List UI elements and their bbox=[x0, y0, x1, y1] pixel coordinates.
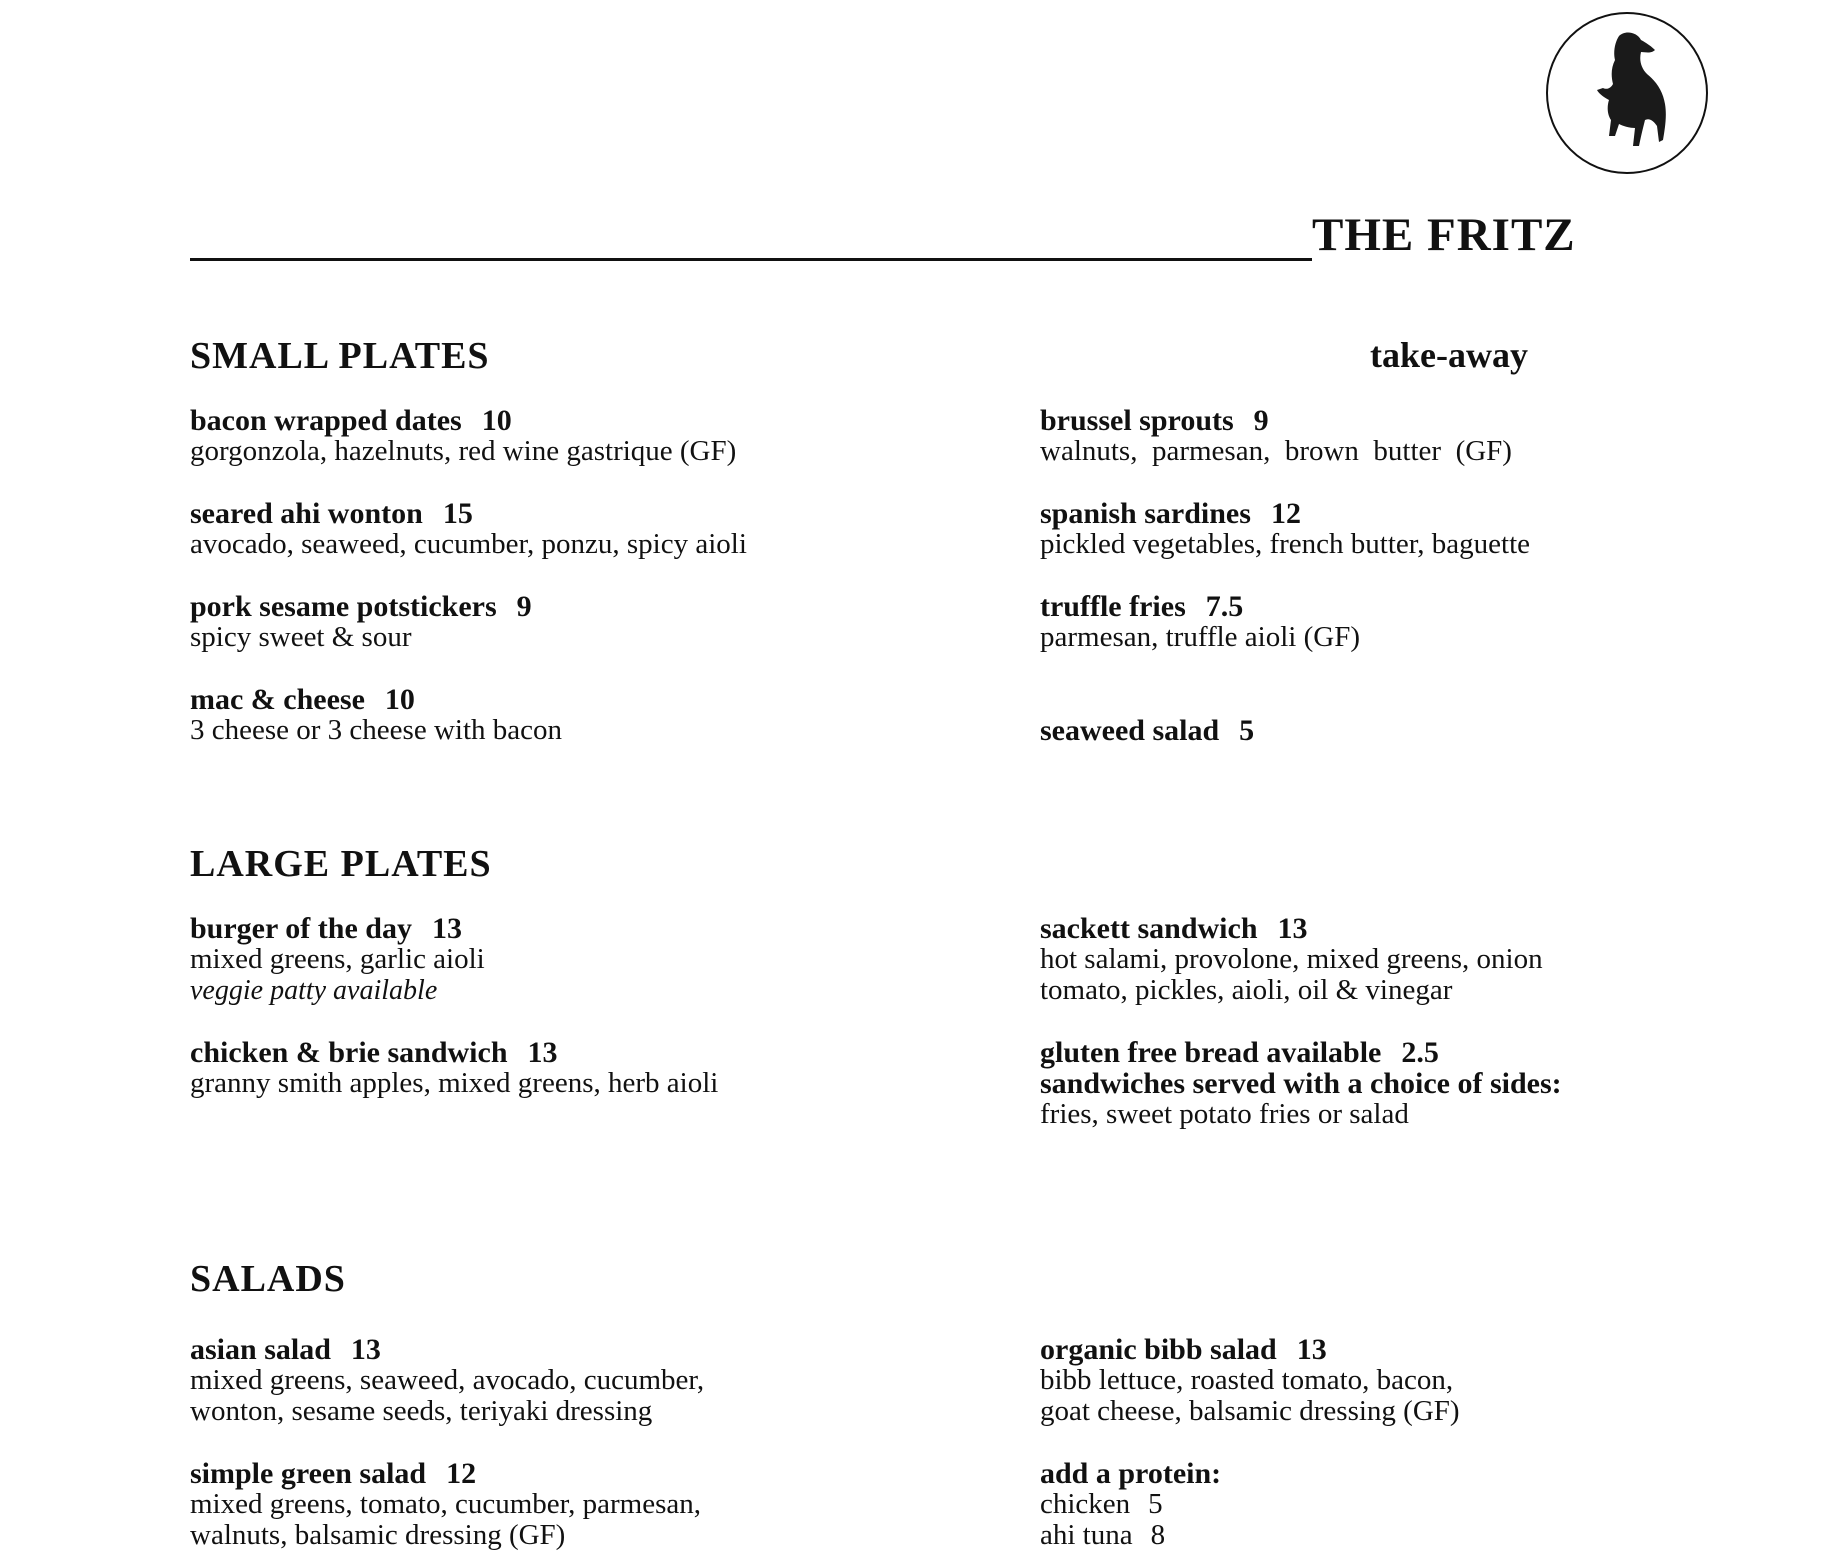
menu-item bbox=[190, 1458, 701, 1551]
item-name: seared ahi wonton bbox=[190, 497, 423, 530]
logo bbox=[1546, 12, 1708, 174]
item-name: asian salad bbox=[190, 1333, 331, 1366]
menu-item bbox=[1040, 913, 1543, 1006]
item-description: gorgonzola, hazelnuts, red wine gastrique (GF) bbox=[190, 435, 737, 467]
item-description: spicy sweet & sour bbox=[190, 621, 412, 653]
section-heading-salads: SALADS bbox=[190, 1258, 346, 1300]
menu-item bbox=[1040, 1334, 1460, 1427]
item-name: seaweed salad bbox=[1040, 714, 1220, 747]
item-name: organic bibb salad bbox=[1040, 1333, 1277, 1366]
menu-item bbox=[190, 405, 736, 467]
menu-item bbox=[1040, 1037, 1562, 1130]
section-heading-small-plates: SMALL PLATES bbox=[190, 335, 490, 377]
item-name: chicken & brie sandwich bbox=[190, 1036, 508, 1069]
protein-price: 5 bbox=[1148, 1488, 1163, 1520]
menu-item bbox=[190, 913, 485, 1006]
item-name: bacon wrapped dates bbox=[190, 404, 462, 437]
item-price: 9 bbox=[516, 590, 532, 623]
section-heading-large-plates: LARGE PLATES bbox=[190, 843, 492, 885]
item-name: sackett sandwich bbox=[1040, 912, 1258, 945]
item-price: 13 bbox=[431, 912, 462, 945]
protein-label: add a protein: bbox=[1040, 1457, 1222, 1490]
menu-item bbox=[190, 684, 562, 746]
protein-option bbox=[1040, 1520, 1221, 1551]
item-description: walnuts, balsamic dressing (GF) bbox=[190, 1519, 566, 1551]
menu-item bbox=[1040, 591, 1360, 653]
item-description: mixed greens, garlic aioli bbox=[190, 943, 485, 975]
item-description: walnuts, parmesan, brown butter (GF) bbox=[1040, 435, 1512, 467]
item-price: 12 bbox=[1270, 497, 1301, 530]
protein-options bbox=[1040, 1458, 1221, 1551]
item-description: bibb lettuce, roasted tomato, bacon, bbox=[1040, 1364, 1454, 1396]
item-description: granny smith apples, mixed greens, herb aioli bbox=[190, 1067, 719, 1099]
item-price: 12 bbox=[446, 1457, 477, 1490]
item-description: goat cheese, balsamic dressing (GF) bbox=[1040, 1395, 1460, 1427]
protein-price: 8 bbox=[1150, 1519, 1166, 1551]
item-price: 10 bbox=[481, 404, 512, 437]
menu-item bbox=[190, 591, 532, 653]
item-price: 13 bbox=[1296, 1333, 1327, 1366]
protein-name: ahi tuna bbox=[1040, 1519, 1133, 1551]
item-name: spanish sardines bbox=[1040, 497, 1251, 530]
dog-silhouette-icon bbox=[1567, 28, 1687, 158]
item-price: 5 bbox=[1239, 714, 1255, 747]
item-price: 13 bbox=[527, 1036, 558, 1069]
menu-item bbox=[1040, 405, 1512, 467]
item-note: veggie patty available bbox=[190, 975, 438, 1006]
protein-name: chicken bbox=[1040, 1488, 1131, 1520]
takeaway-label: take-away bbox=[1370, 335, 1528, 375]
item-price: 15 bbox=[442, 497, 473, 530]
item-description: avocado, seaweed, cucumber, ponzu, spicy aioli bbox=[190, 528, 747, 560]
menu-item bbox=[1040, 498, 1530, 560]
item-name: burger of the day bbox=[190, 912, 412, 945]
item-name: truffle fries bbox=[1040, 590, 1186, 623]
item-price: 7.5 bbox=[1205, 590, 1244, 623]
item-price: 9 bbox=[1253, 404, 1269, 437]
menu-item bbox=[190, 1334, 704, 1427]
item-name: mac & cheese bbox=[190, 683, 365, 716]
item-price: 2.5 bbox=[1401, 1036, 1439, 1069]
item-description: fries, sweet potato fries or salad bbox=[1040, 1098, 1409, 1130]
item-description: wonton, sesame seeds, teriyaki dressing bbox=[190, 1395, 653, 1427]
item-name: gluten free bread available bbox=[1040, 1036, 1382, 1069]
item-name: pork sesame potstickers bbox=[190, 590, 497, 623]
item-name: simple green salad bbox=[190, 1457, 427, 1490]
item-description: hot salami, provolone, mixed greens, onion bbox=[1040, 943, 1543, 975]
sides-note: sandwiches served with a choice of sides: bbox=[1040, 1067, 1562, 1100]
item-description: mixed greens, tomato, cucumber, parmesan, bbox=[190, 1488, 701, 1520]
item-description: 3 cheese or 3 cheese with bacon bbox=[190, 714, 563, 746]
item-description: tomato, pickles, aioli, oil & vinegar bbox=[1040, 974, 1453, 1006]
page-title: THE FRITZ bbox=[1312, 209, 1576, 261]
item-price: 10 bbox=[384, 683, 415, 716]
item-description: pickled vegetables, french butter, baguette bbox=[1040, 528, 1531, 560]
item-description: parmesan, truffle aioli (GF) bbox=[1040, 621, 1360, 653]
item-price: 13 bbox=[350, 1333, 381, 1366]
item-name: brussel sprouts bbox=[1040, 404, 1234, 437]
item-description: mixed greens, seaweed, avocado, cucumber, bbox=[190, 1364, 705, 1396]
protein-option bbox=[1040, 1489, 1221, 1520]
title-rule bbox=[190, 258, 1312, 261]
menu-item bbox=[190, 498, 747, 560]
item-price: 13 bbox=[1277, 912, 1308, 945]
menu-item bbox=[190, 1037, 718, 1099]
menu-item bbox=[1040, 715, 1254, 746]
